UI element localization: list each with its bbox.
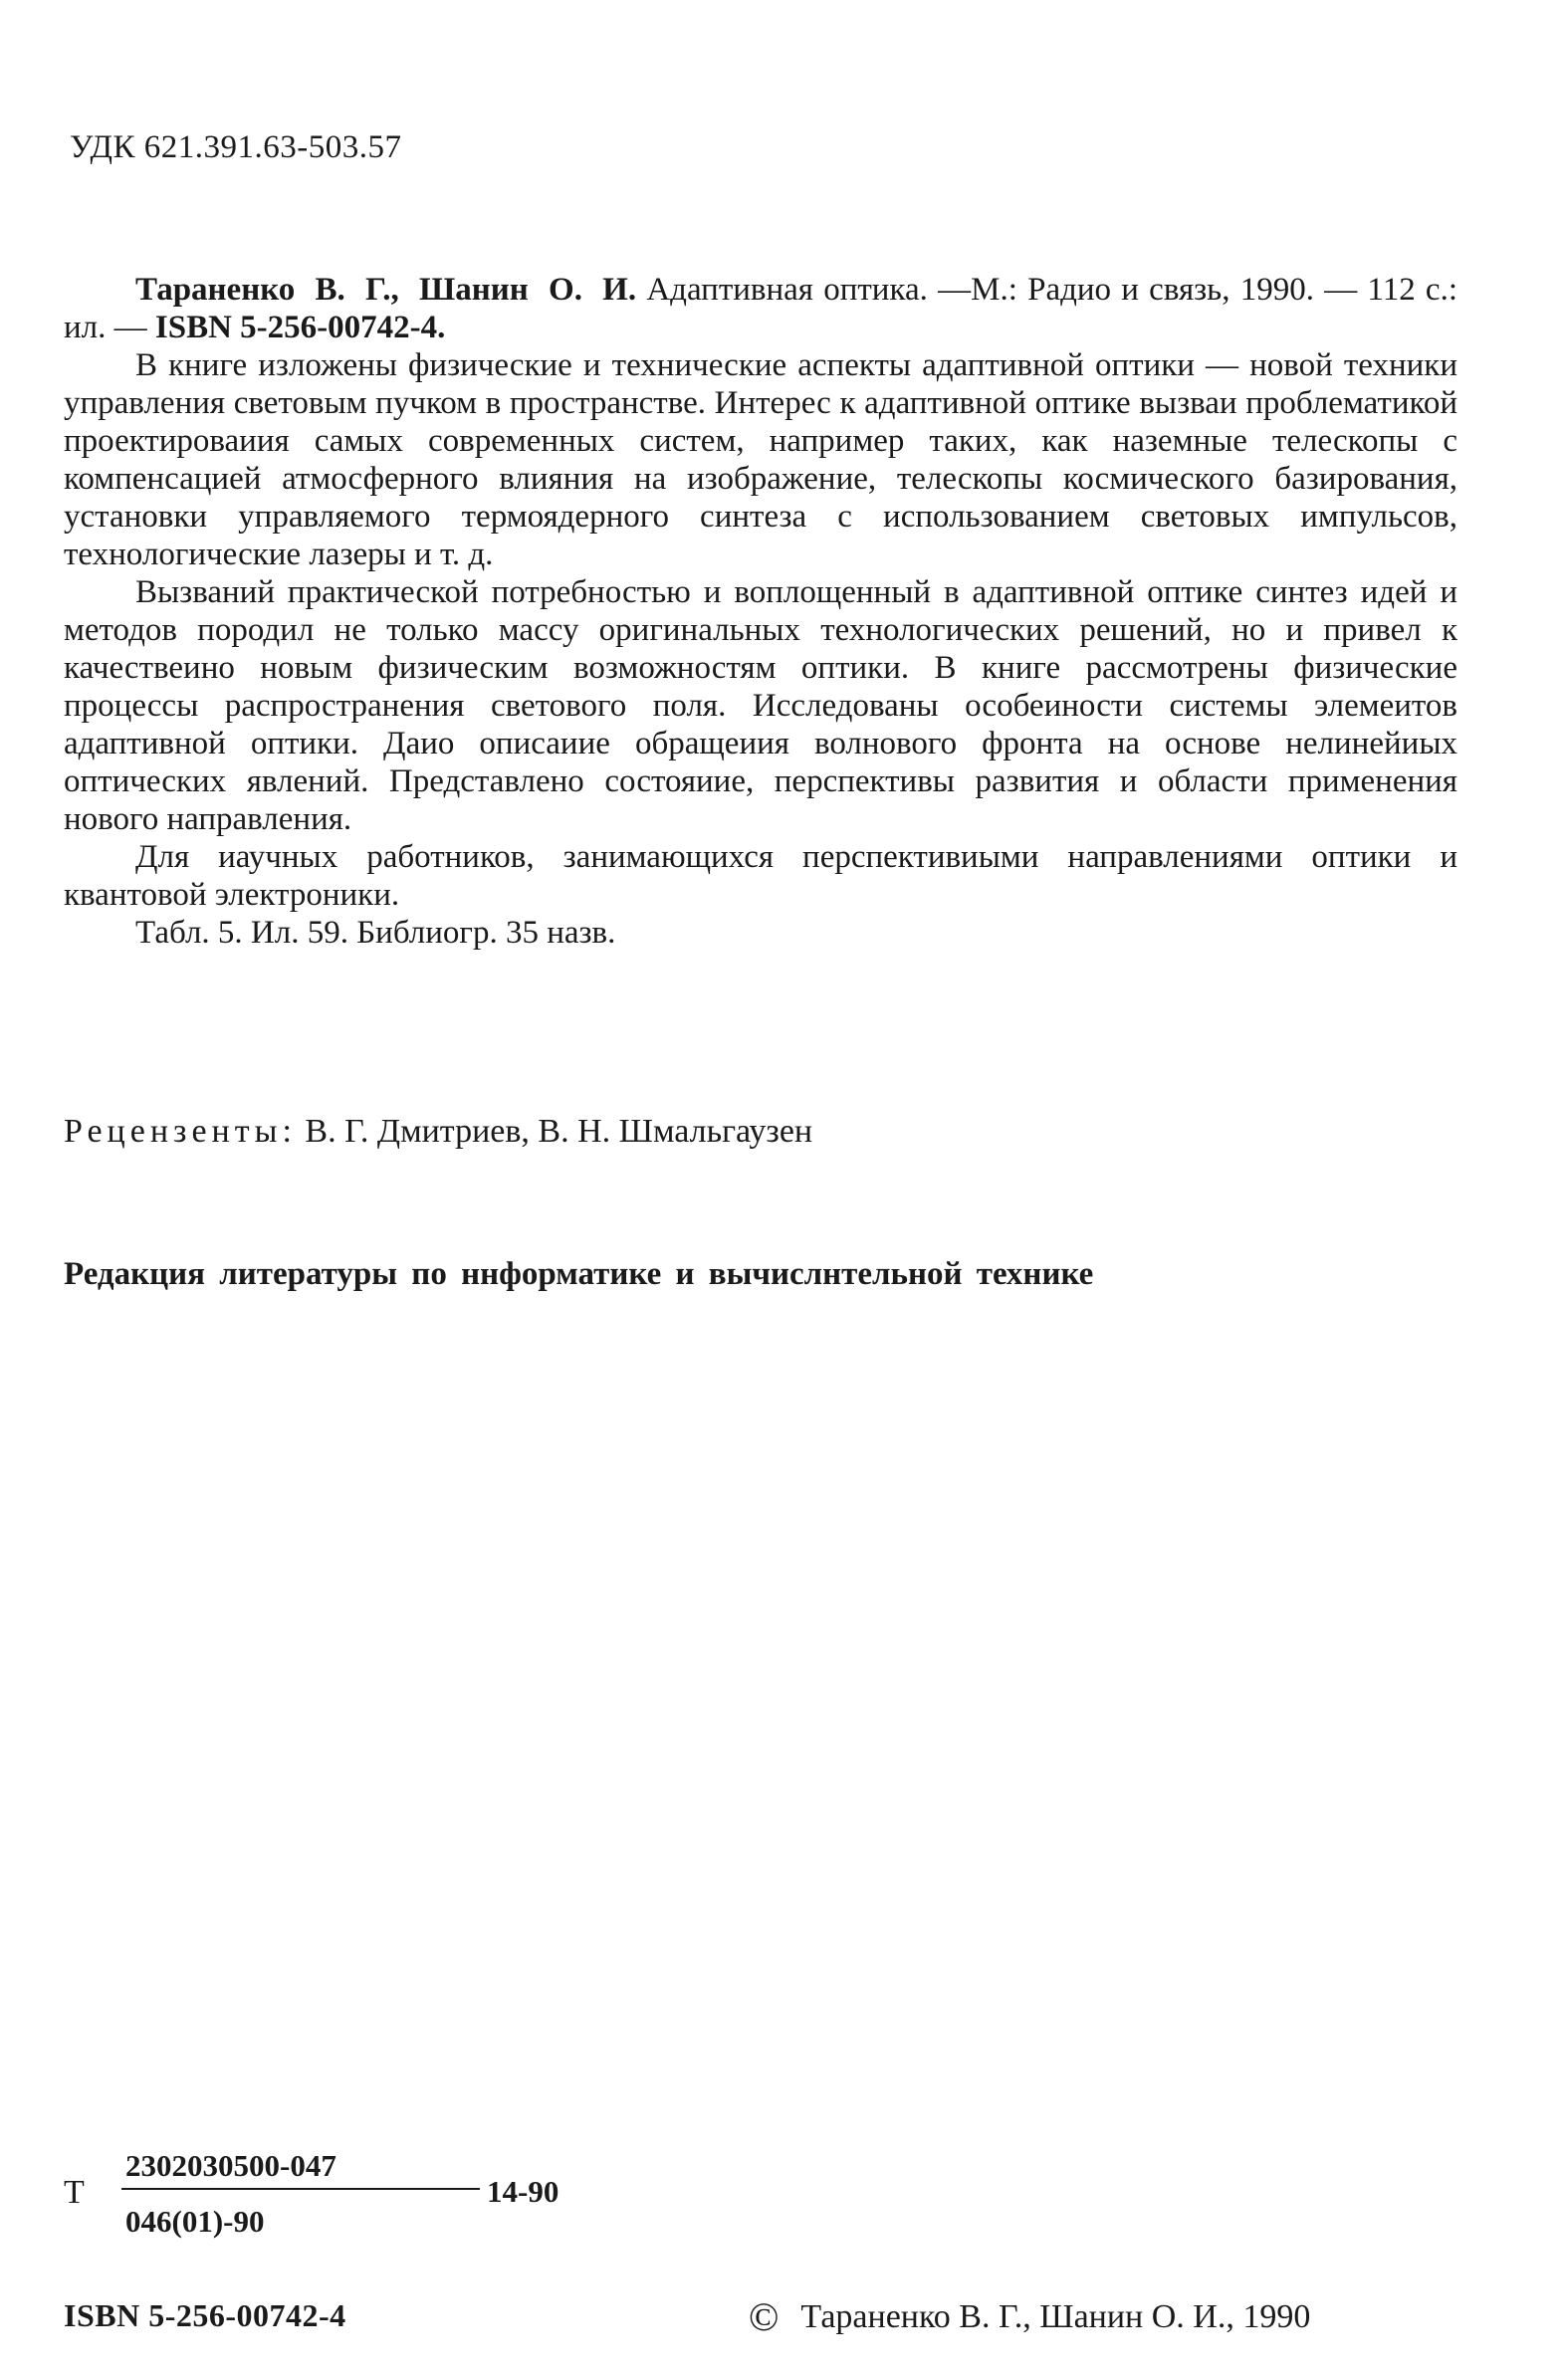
index-suffix: 14-90 — [487, 2174, 559, 2209]
bibliographic-description: Адаптивная оптика. —М.: Радио и связь, 1990. — 112 с.: ил. — — [64, 272, 1457, 345]
index-fraction-line — [121, 2188, 480, 2190]
annotation-paragraph-4: Табл. 5. Ил. 59. Библиогр. 35 назв. — [135, 915, 616, 951]
annotation-block — [64, 271, 1457, 952]
footer-isbn: ISBN 5-256-00742-4 — [64, 2297, 346, 2333]
index-letter: Т — [64, 2174, 85, 2211]
isbn-inline: ISBN 5-256-00742-4. — [154, 310, 446, 345]
annotation-paragraph-2: Вызваний практической потребностью и воплощенный в адаптивной оптике синтез идей и методов породил не только массу оригинальных технологических решений, но и привел к качествеино новым физическим возможностям оптики. В книге рассмотрены физические процессы распространения светового поля. Исследованы особеиности системы элемеитов адаптивной оптики. Даио описаиие обращеиия волнового фронта на основе нелинейиых оптических явлений. Представлено состояиие, перспективы развития и области применения нового направления. — [64, 574, 1457, 837]
copyright-icon: © — [749, 2294, 780, 2339]
reviewers-line — [64, 1113, 812, 1151]
copyright-text: Тараненко В. Г., Шанин О. И., 1990 — [800, 2298, 1311, 2335]
editorial-office: Редакция литературы по ннформатике и вычислнтельной технике — [64, 1256, 1094, 1292]
bibliographic-entry — [64, 271, 1457, 346]
copyright-line — [749, 2293, 1310, 2340]
authors: Тараненко В. Г., Шанин О. И. — [135, 272, 637, 308]
index-denominator: 046(01)-90 — [125, 2204, 265, 2239]
annotation-paragraph-1: В книге изложены физические и технические аспекты адаптивной оптики — новой техники управления световым пучком в пространстве. Интерес к адаптивной оптике вызваи проблематикой проектироваиия самых современных систем, например таких, как наземные телескопы с компенсацией атмосферного влияния на изображение, телескопы космического базирования, установки управляемого термоядерного синтеза с использованием световых импульсов, технологические лазеры и т. д. — [64, 347, 1457, 572]
index-numerator: 2302030500-047 — [125, 2148, 336, 2183]
annotation-paragraph-3: Для иаучных работников, занимающихся перспективиыми направлениями оптики и квантовой электроники. — [64, 839, 1457, 913]
publication-index — [64, 2148, 581, 2248]
udk-code: УДК 621.391.63-503.57 — [70, 129, 402, 165]
reviewers-label: Рецензенты: — [64, 1113, 297, 1150]
reviewers-names: В. Г. Дмитриев, В. Н. Шмальгаузен — [296, 1113, 813, 1150]
